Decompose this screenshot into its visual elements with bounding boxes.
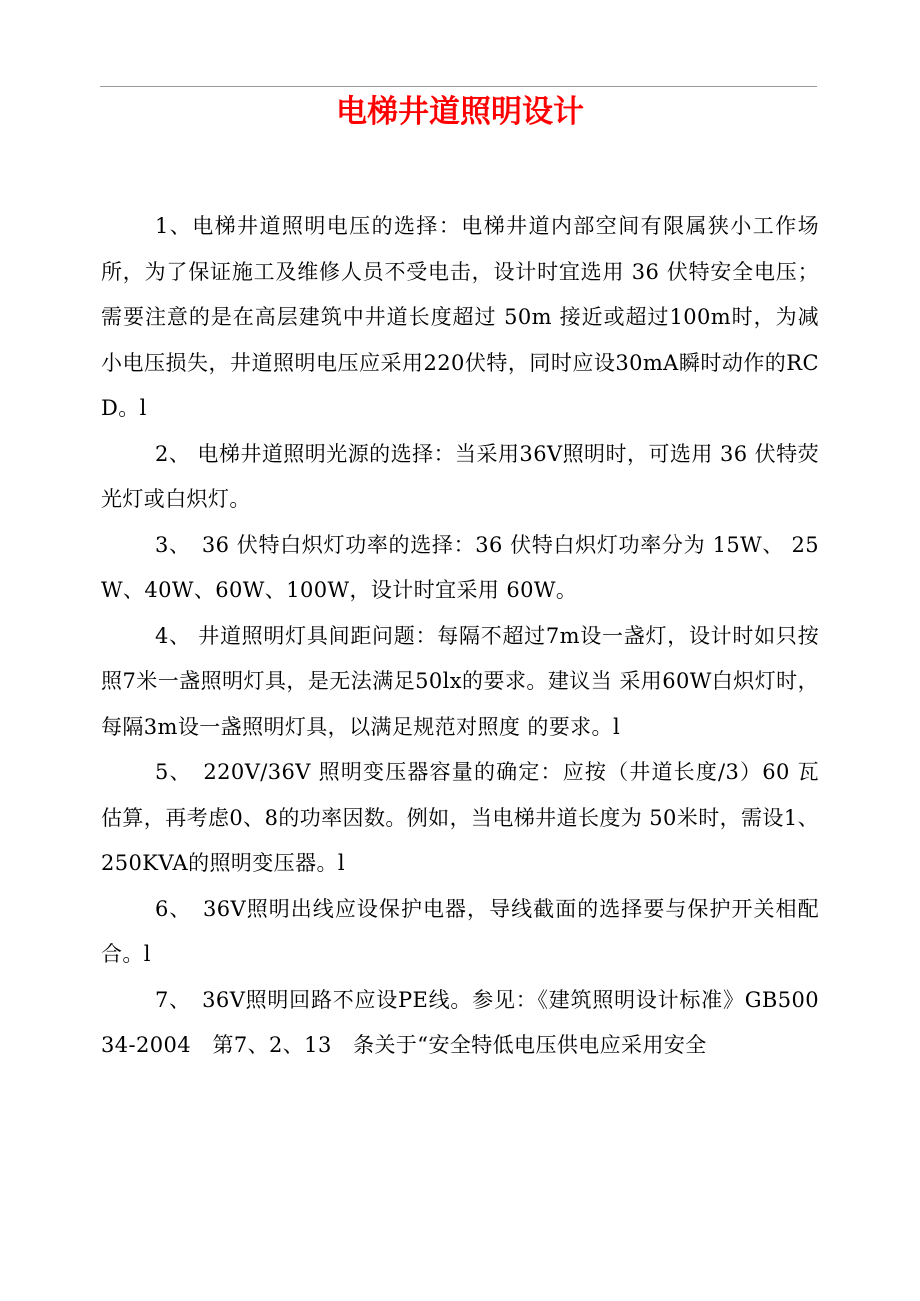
document-title: 电梯井道照明设计 <box>336 94 584 130</box>
paragraph-7 <box>101 978 819 1069</box>
paragraph-text: 6、 36V照明出线应设保护电器，导线截面的选择要与保护开关相配合。l <box>101 896 819 966</box>
document-body <box>101 204 819 1069</box>
paragraph-text: 1、电梯井道照明电压的选择：电梯井道内部空间有限属狭小工作场所，为了保证施工及维修人员不受电击，设计时宜选用 36 伏特安全电压；需要注意的是在高层建筑中井道长度超过 50m 接近或超过100m时，为减小电压损失，井道照明电压应采用220伏特，同时应设30mA瞬时动作的RCD。l <box>101 214 819 420</box>
paragraph-text: 7、 36V照明回路不应设PE线。参见：《建筑照明设计标准》GB50034-2004 第7、2、13 条关于“安全特低电压供电应采用安全 <box>101 987 819 1057</box>
paragraph-5 <box>101 750 819 887</box>
paragraph-3 <box>101 523 819 614</box>
paragraph-text: 2、 电梯井道照明光源的选择：当采用36V照明时，可选用 36 伏特荧光灯或白炽灯。 <box>101 441 819 511</box>
paragraph-1 <box>101 204 819 432</box>
paragraph-2 <box>101 432 819 523</box>
paragraph-4 <box>101 614 819 751</box>
paragraph-6 <box>101 887 819 978</box>
paragraph-text: 4、 井道照明灯具间距问题：每隔不超过7m设一盏灯，设计时如只按照7米一盏照明灯具，是无法满足50lx的要求。建议当 采用60W白炽灯时，每隔3m设一盏照明灯具，以满足规范对照度 的要求。l <box>101 623 819 739</box>
paragraph-text: 5、 220V/36V 照明变压器容量的确定：应按（井道长度/3）60 瓦估算，再考虑0、8的功率因数。例如，当电梯井道长度为 50米时，需设1、250KVA的照明变压器。l <box>101 760 819 875</box>
paragraph-text: 3、 36 伏特白炽灯功率的选择：36 伏特白炽灯功率分为 15W、 25W、40W、60W、100W，设计时宜采用 60W。 <box>101 532 819 602</box>
header-rule <box>100 86 817 87</box>
